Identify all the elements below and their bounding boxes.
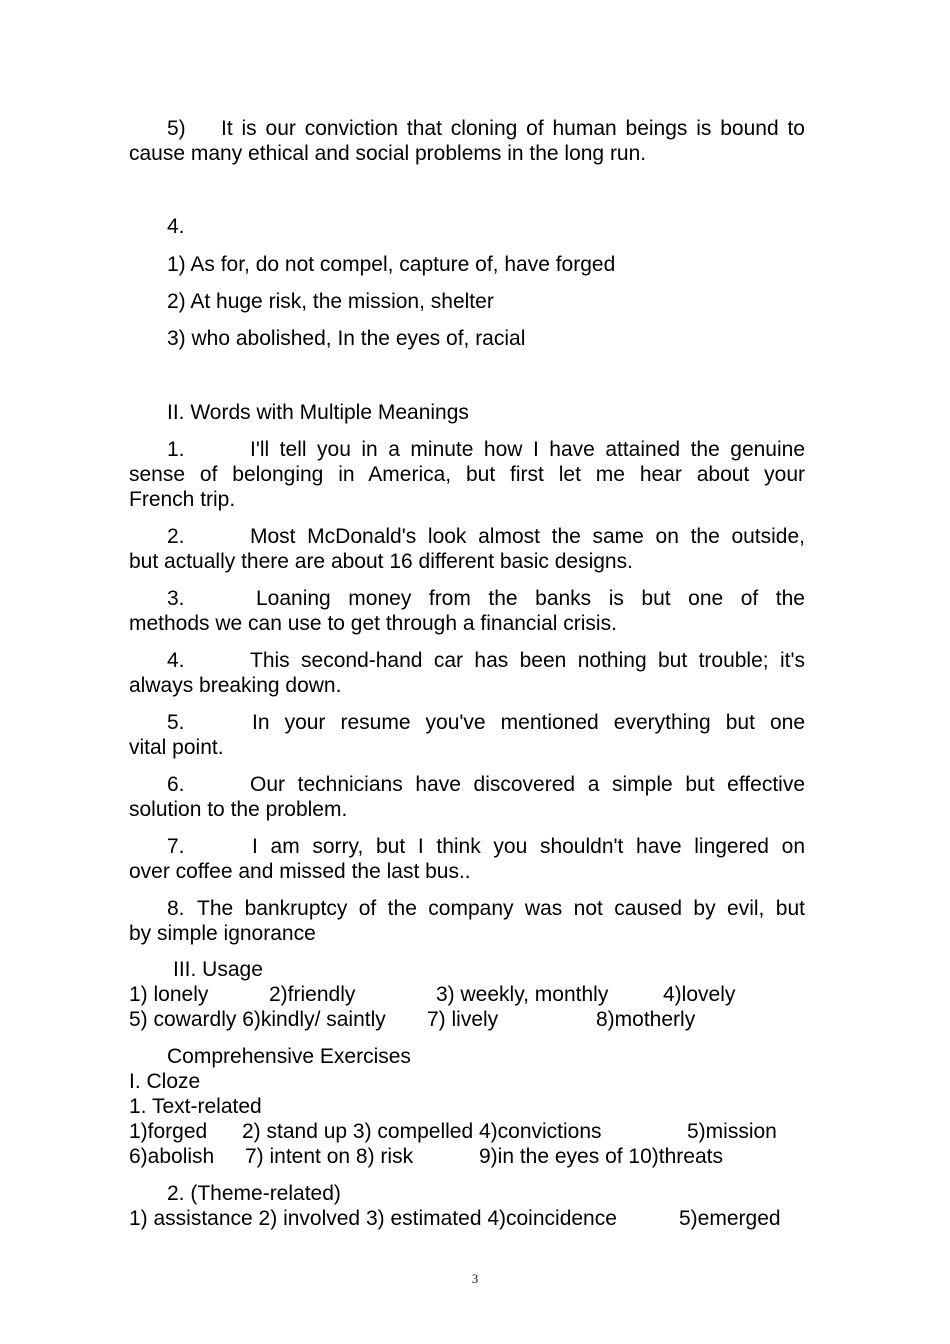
cloze-answer: 2) stand up 3) compelled 4)convictions bbox=[242, 1120, 602, 1143]
answer-line: 2) At huge risk, the mission, shelter bbox=[167, 290, 494, 313]
section-heading-words-multiple-meanings: II. Words with Multiple Meanings bbox=[167, 401, 469, 424]
sentence-item: 8. The bankruptcy of the company was not caused by evil, but by simple ignorance bbox=[129, 897, 805, 945]
item-number: 3. bbox=[167, 587, 185, 610]
cloze-answer: 5)emerged bbox=[679, 1207, 781, 1230]
item-number: 4. bbox=[167, 649, 185, 672]
usage-answer: 2)friendly bbox=[269, 983, 356, 1006]
item-number: 7. bbox=[167, 835, 185, 858]
usage-answer: 3) weekly, monthly bbox=[436, 983, 609, 1006]
page-number: 3 bbox=[471, 1271, 479, 1286]
answer-paragraph-5 bbox=[129, 116, 805, 166]
cloze-answer: 1) assistance 2) involved 3) estimated 4)coincidence bbox=[129, 1207, 617, 1230]
section-heading-4: 4. bbox=[167, 215, 185, 238]
sentence-item: 5. In your resume you've mentioned everything but one vital point. bbox=[129, 711, 805, 759]
item-number: 2. bbox=[167, 525, 185, 548]
usage-answer: 1) lonely bbox=[129, 983, 209, 1006]
item-number: 6. bbox=[167, 773, 185, 796]
usage-answer: 4)lovely bbox=[663, 983, 736, 1006]
section-heading-comprehensive: Comprehensive Exercises bbox=[167, 1045, 411, 1068]
sentence-item: 4. This second-hand car has been nothing but trouble; it's always breaking down. bbox=[129, 649, 805, 697]
usage-answer: 8)motherly bbox=[596, 1008, 696, 1031]
subheading-theme-related: 2. (Theme-related) bbox=[167, 1182, 341, 1205]
usage-answer: 5) cowardly 6)kindly/ saintly bbox=[129, 1008, 386, 1031]
item-number: 5. bbox=[167, 711, 185, 734]
cloze-answer: 9)in the eyes of 10)threats bbox=[479, 1145, 723, 1168]
item-number: 1. bbox=[167, 438, 185, 461]
paragraph-line: cause many ethical and social problems in the long run. bbox=[129, 142, 647, 165]
sentence-item: 3. Loaning money from the banks is but one of the methods we can use to get through a financial crisis. bbox=[129, 587, 805, 635]
paragraph-line: It is our conviction that cloning of human beings is bound to bbox=[221, 117, 805, 140]
cloze-answer: 6)abolish bbox=[129, 1145, 215, 1168]
cloze-answer: 5)mission bbox=[687, 1120, 777, 1143]
answer-line: 1) As for, do not compel, capture of, have forged bbox=[167, 253, 616, 276]
subheading-cloze: I. Cloze bbox=[129, 1070, 201, 1093]
answer-line: 3) who abolished, In the eyes of, racial bbox=[167, 327, 526, 350]
sentence-item: 1. I'll tell you in a minute how I have attained the genuine sense of belonging in America, but first let me hear about your French trip. bbox=[129, 438, 805, 511]
subheading-text-related: 1. Text-related bbox=[129, 1095, 262, 1118]
section-heading-usage: III. Usage bbox=[173, 958, 263, 981]
item-number: 8. bbox=[167, 897, 185, 920]
item-number: 5) bbox=[167, 117, 186, 140]
usage-answer: 7) lively bbox=[427, 1008, 499, 1031]
cloze-answer: 1)forged bbox=[129, 1120, 208, 1143]
sentence-item: 6. Our technicians have discovered a simple but effective solution to the problem. bbox=[129, 773, 805, 821]
cloze-answer: 7) intent on 8) risk bbox=[245, 1145, 414, 1168]
sentence-item: 2. Most McDonald's look almost the same on the outside, but actually there are about 16 different basic designs. bbox=[129, 525, 805, 573]
sentence-item: 7. I am sorry, but I think you shouldn't have lingered on over coffee and missed the last bus.. bbox=[129, 835, 805, 883]
